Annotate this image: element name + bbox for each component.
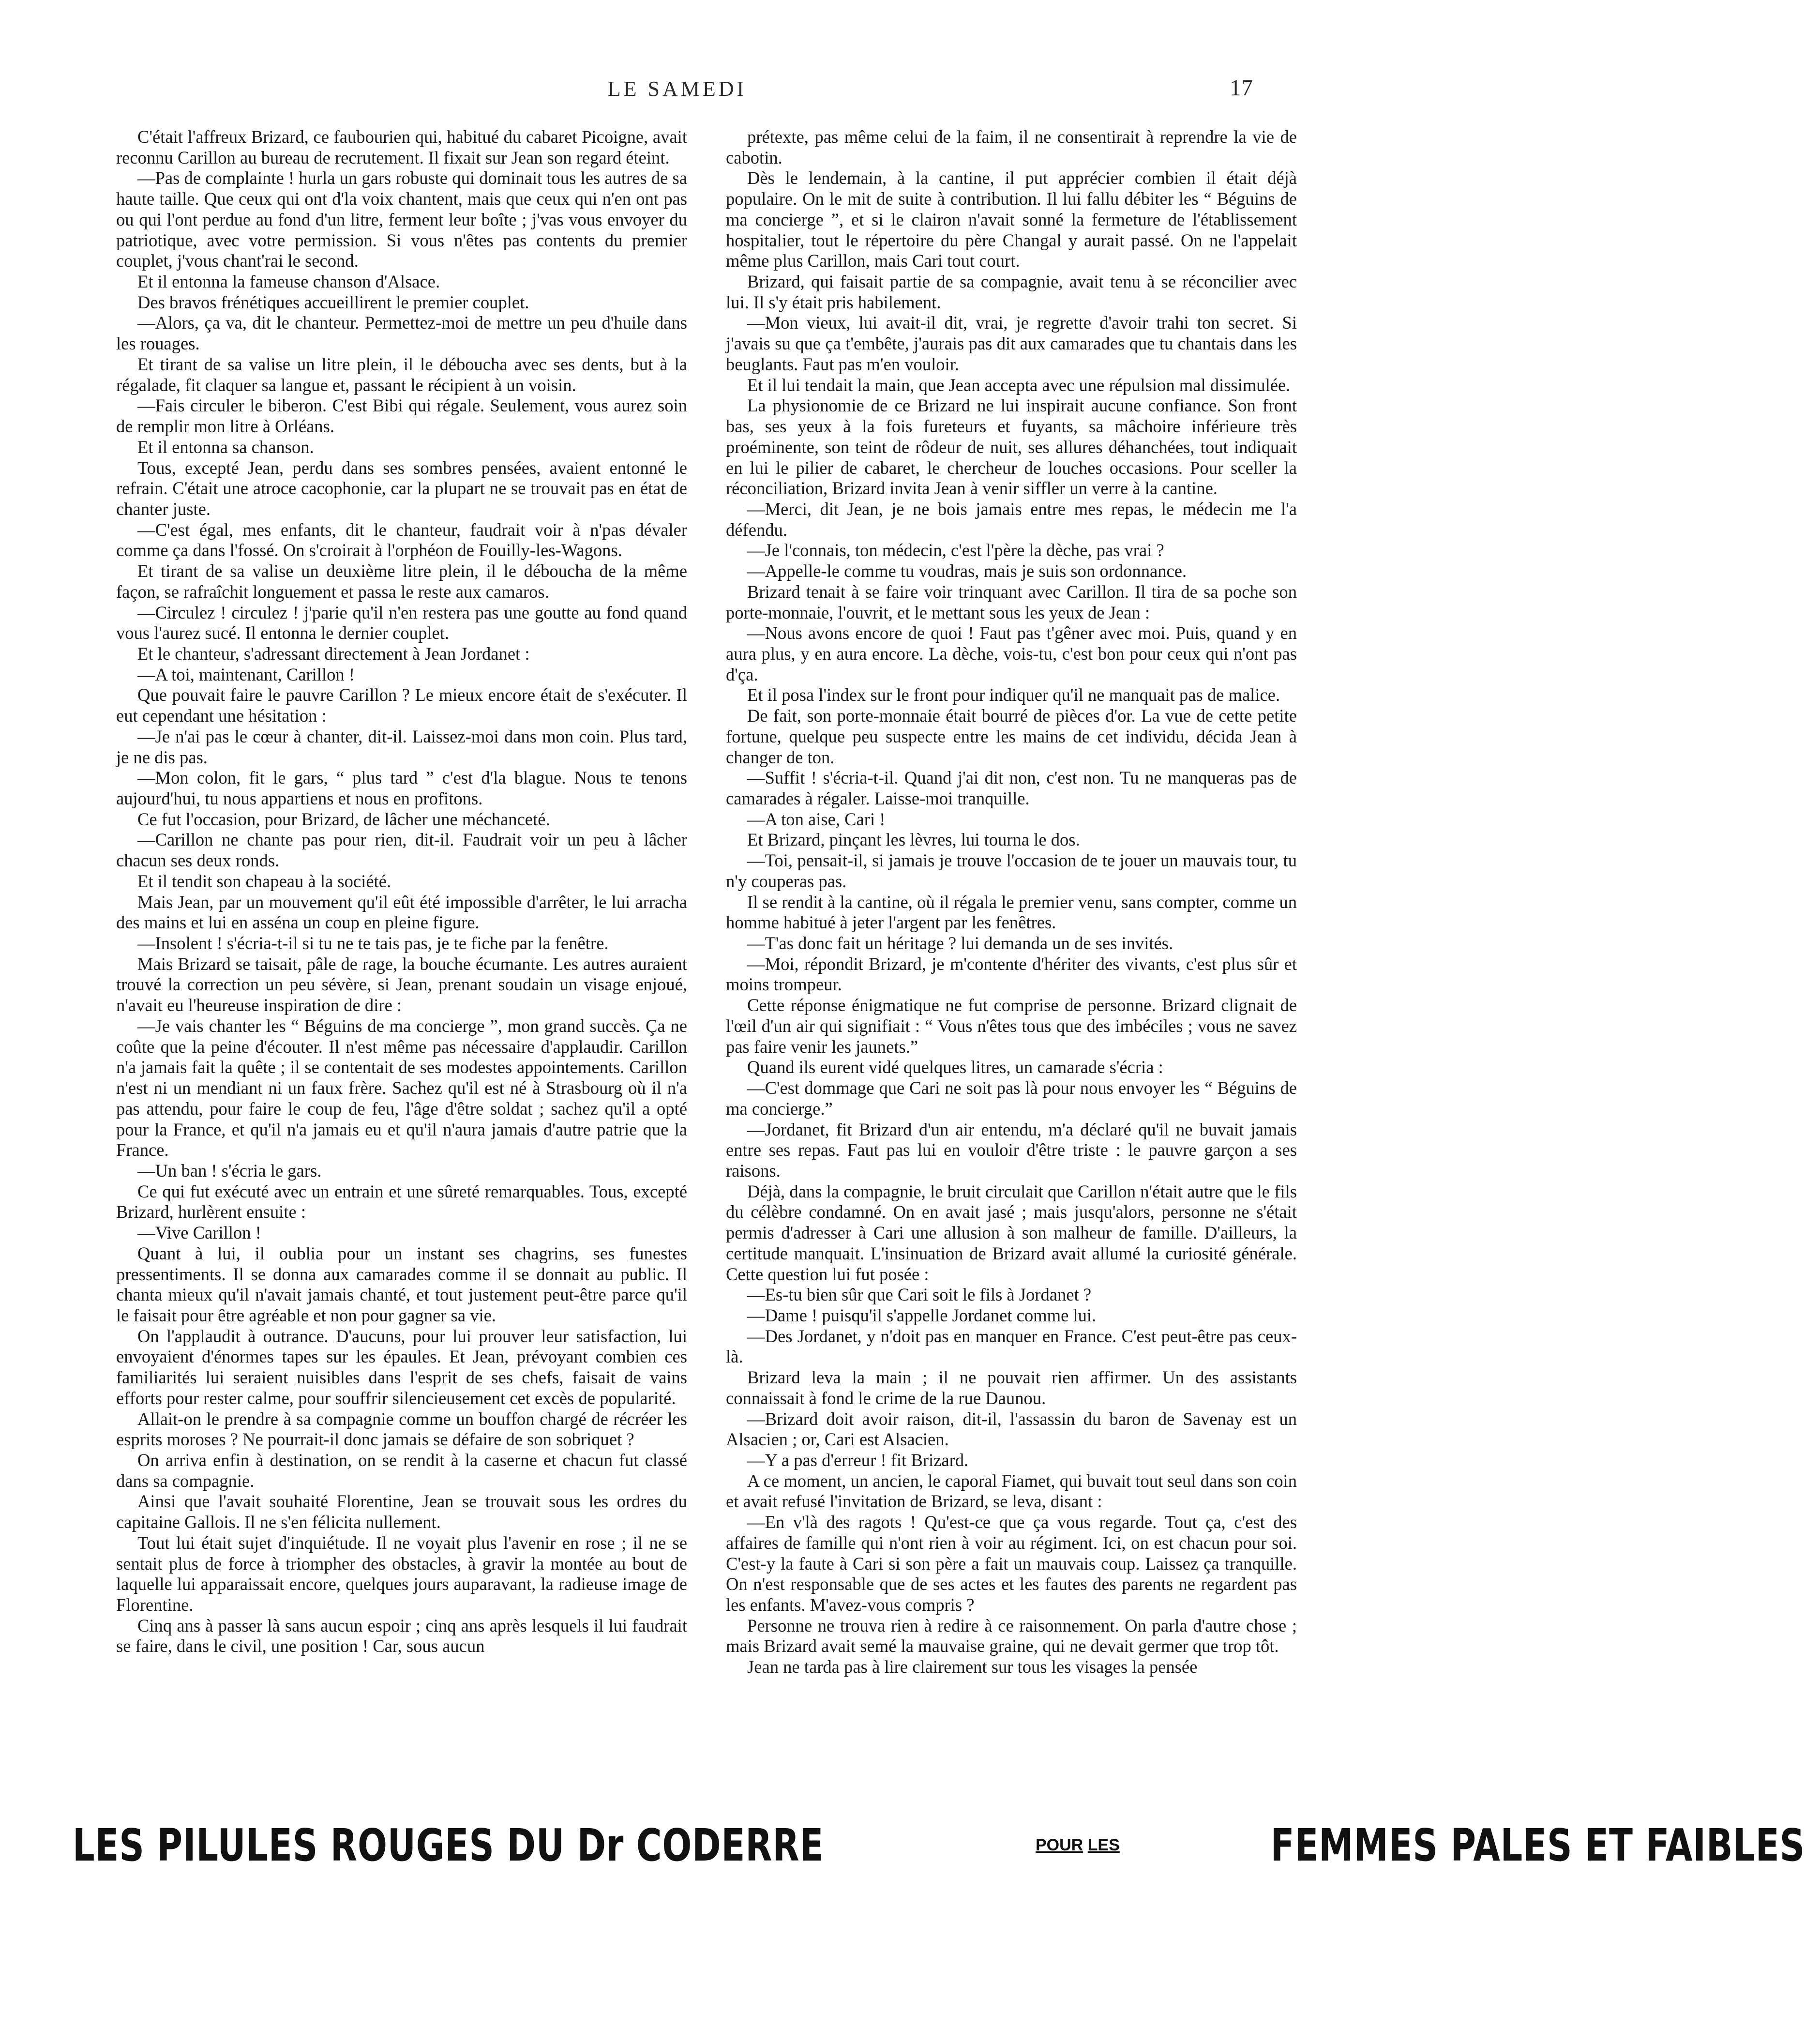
paragraph: prétexte, pas même celui de la faim, il ne consentirait à reprendre la vie de cabotin. [726,127,1297,167]
advertisement-banner [73,1811,1805,1879]
ad-connector-top: POUR [1035,1836,1083,1854]
page-number: 17 [1230,75,1253,101]
paragraph: A ce moment, un ancien, le caporal Fiamet, qui buvait tout seul dans son coin et avait refusé l'invitation de Brizard, se leva, disant : [726,1470,1297,1512]
page-header [102,73,1253,106]
ad-connector-bottom: LES [1087,1836,1120,1854]
paragraph: Quant à lui, il oublia pour un instant ses chagrins, ses funestes pressentiments. Il se donna aux camarades comme il se donnait au public. Il chanta mieux qu'il n'avait jamais chanté, et tout justement peut-être parce qu'il le faisait pour être agréable et non pour gagner sa vie. [116,1243,687,1325]
paragraph: —A toi, maintenant, Carillon ! [137,664,355,684]
paragraph: Déjà, dans la compagnie, le bruit circulait que Carillon n'était autre que le fils du célèbre condamné. On en avait jasé ; mais jusqu'alors, personne ne s'était permis d'adresser à Cari une allusion à son malheur de famille. D'ailleurs, la certitude manquait. L'insinuation de Brizard avait allumé la curiosité générale. Cette question lui fut posée : [726,1181,1297,1284]
paragraph: —Mon colon, fit le gars, “ plus tard ” c'est d'la blague. Nous te tenons aujourd'hui, tu nous appartiens et nous en profitons. [116,768,687,808]
paragraph: Cinq ans à passer là sans aucun espoir ; cinq ans après lesquels il lui faudrait se faire, dans le civil, une position ! Car, sous aucun [116,1615,687,1656]
paragraph: Et il posa l'index sur le front pour indiquer qu'il ne manquait pas de malice. [747,685,1280,705]
ad-target-audience: FEMMES PALES ET FAIBLES [1270,1819,1805,1871]
paragraph: Mais Jean, par un mouvement qu'il eût été impossible d'arrêter, le lui arracha des mains et lui en asséna un coup en pleine figure. [116,892,687,933]
paragraph: Et le chanteur, s'adressant directement à Jean Jordanet : [137,643,530,664]
paragraph: —C'est égal, mes enfants, dit le chanteur, faudrait voir à n'pas dévaler comme ça dans l'fossé. On s'croirait à l'orphéon de Fouilly-les-Wagons. [116,519,687,560]
paragraph: —Es-tu bien sûr que Cari soit le fils à Jordanet ? [747,1285,1092,1305]
paragraph: Brizard leva la main ; il ne pouvait rien affirmer. Un des assistants connaissait à fond le crime de la rue Daunou. [726,1367,1297,1408]
paragraph: —Jordanet, fit Brizard d'un air entendu, m'a déclaré qu'il ne buvait jamais entre ses repas. Faut pas lui en vouloir d'être triste : le pauvre garçon a ses raisons. [726,1119,1297,1181]
paragraph: —Je vais chanter les “ Béguins de ma concierge ”, mon grand succès. Ça ne coûte que la peine d'écouter. Il n'est même pas nécessaire d'applaudir. Carillon n'a jamais fait la quête ; il se contentait de ses modestes appointements. Carillon n'est ni un mendiant ni un faux frère. Sachez qu'il est né à Strasbourg où il n'a pas attendu, pour faire le coup de feu, l'âge d'être soldat ; sachez qu'il a opté pour la France, et qu'il n'a jamais eu et qu'il n'aura jamais d'autre patrie que la France. [116,1015,687,1160]
paragraph: Et il lui tendait la main, que Jean accepta avec une répulsion mal dissimulée. [747,375,1291,395]
paragraph: —Y a pas d'erreur ! fit Brizard. [747,1450,969,1470]
paragraph: Tout lui était sujet d'inquiétude. Il ne voyait plus l'avenir en rose ; il ne se sentait plus de force à triompher des obstacles, à gravir la montée au bout de laquelle lui apparaissait encore, quelques jours auparavant, la radieuse image de Florentine. [116,1532,687,1615]
paragraph: —Merci, dit Jean, je ne bois jamais entre mes repas, le médecin me l'a défendu. [726,499,1297,540]
paragraph: —Dame ! puisqu'il s'appelle Jordanet comme lui. [747,1305,1097,1325]
paragraph: Et tirant de sa valise un deuxième litre plein, il le déboucha de la même façon, se rafraîchit longuement et passa le reste aux camaros. [116,561,687,602]
paragraph: —Je n'ai pas le cœur à chanter, dit-il. Laissez-moi dans mon coin. Plus tard, je ne dis pas. [116,726,687,767]
paragraph: Tous, excepté Jean, perdu dans ses sombres pensées, avaient entonné le refrain. C'était une atroce cacophonie, car la plupart ne se trouvait pas en état de chanter juste. [116,457,687,519]
paragraph: —Alors, ça va, dit le chanteur. Permettez-moi de mettre un peu d'huile dans les rouages. [116,313,687,354]
paragraph: Ainsi que l'avait souhaité Florentine, Jean se trouvait sous les ordres du capitaine Gallois. Il ne s'en félicita nullement. [116,1491,687,1532]
paragraph: —Toi, pensait-il, si jamais je trouve l'occasion de te jouer un mauvais tour, tu n'y couperas pas. [726,850,1297,891]
paragraph: Ce qui fut exécuté avec un entrain et une sûreté remarquables. Tous, excepté Brizard, hurlèrent ensuite : [116,1181,687,1222]
journal-title: LE SAMEDI [607,77,747,101]
paragraph: Et il entonna sa chanson. [137,437,314,457]
paragraph: —En v'là des ragots ! Qu'est-ce que ça vous regarde. Tout ça, c'est des affaires de famille qui n'ont rien à voir au régiment. Ici, on est chacun pour soi. C'est-y la faute à Cari si son père a fait un mauvais coup. Laissez ça tranquille. On n'est responsable que de ses actes et les fautes des parents ne regardent pas les enfants. M'avez-vous compris ? [726,1512,1297,1615]
paragraph: Personne ne trouva rien à redire à ce raisonnement. On parla d'autre chose ; mais Brizard avait semé la mauvaise graine, qui ne devait germer que trop tôt. [726,1615,1297,1656]
paragraph: —C'est dommage que Cari ne soit pas là pour nous envoyer les “ Béguins de ma concierge.” [726,1078,1297,1119]
paragraph: —Vive Carillon ! [137,1223,261,1243]
right-column [726,127,1297,1806]
paragraph: —Appelle-le comme tu voudras, mais je suis son ordonnance. [747,561,1187,581]
paragraph: Dès le lendemain, à la cantine, il put apprécier combien il était déjà populaire. On le mit de suite à contribution. Il lui fallu débiter les “ Béguins de ma concierge ”, et si le clairon n'avait sonné la fermeture de l'établissement hospitalier, tout le répertoire du père Changal y aurait passé. On ne l'appelait même plus Carillon, mais Cari tout court. [726,168,1297,271]
paragraph: —Moi, répondit Brizard, je m'contente d'hériter des vivants, c'est plus sûr et moins trompeur. [726,954,1297,995]
paragraph: Ce fut l'occasion, pour Brizard, de lâcher une méchanceté. [137,809,550,829]
paragraph: Et il tendit son chapeau à la société. [137,871,391,891]
paragraph: Et il entonna la fameuse chanson d'Alsace. [137,272,440,292]
paragraph: —Des Jordanet, y n'doit pas en manquer en France. C'est peut-être pas ceux-là. [726,1326,1297,1367]
paragraph: —Carillon ne chante pas pour rien, dit-il. Faudrait voir un peu à lâcher chacun ses deux ronds. [116,830,687,871]
paragraph: —Suffit ! s'écria-t-il. Quand j'ai dit non, c'est non. Tu ne manqueras pas de camarades à régaler. Laisse-moi tranquille. [726,768,1297,808]
paragraph: Il se rendit à la cantine, où il régala le premier venu, sans compter, comme un homme habitué à jeter l'argent par les fenêtres. [726,892,1297,933]
paragraph: Mais Brizard se taisait, pâle de rage, la bouche écumante. Les autres auraient trouvé la correction un peu sévère, si Jean, prenant soudain un visage enjoué, n'avait eu l'heureuse inspiration de dire : [116,954,687,1015]
paragraph: Et tirant de sa valise un litre plein, il le déboucha avec ses dents, but à la régalade, fit claquer sa langue et, passant le récipient à un voisin. [116,354,687,395]
article-body [116,127,1297,1806]
paragraph: On arriva enfin à destination, on se rendit à la caserne et chacun fut classé dans sa compagnie. [116,1450,687,1491]
paragraph: Brizard, qui faisait partie de sa compagnie, avait tenu à se réconcilier avec lui. Il s'y était pris habilement. [726,272,1297,312]
paragraph: —Je l'connais, ton médecin, c'est l'père la dèche, pas vrai ? [747,540,1164,560]
paragraph: —Circulez ! circulez ! j'parie qu'il n'en restera pas une goutte au fond quand vous l'aurez sucé. Il entonna le dernier couplet. [116,602,687,643]
paragraph: Que pouvait faire le pauvre Carillon ? Le mieux encore était de s'exécuter. Il eut cependant une hésitation : [116,685,687,726]
paragraph: Jean ne tarda pas à lire clairement sur tous les visages la pensée [747,1657,1198,1677]
paragraph: Cette réponse énigmatique ne fut comprise de personne. Brizard clignait de l'œil d'un air qui signifiait : “ Vous n'êtes tous que des imbéciles ; vous ne savez pas faire venir les jaunets.” [726,995,1297,1057]
ad-connector [1036,1835,1120,1855]
paragraph: Et Brizard, pinçant les lèvres, lui tourna le dos. [747,830,1080,850]
left-column [116,127,687,1806]
paragraph: —Fais circuler le biberon. C'est Bibi qui régale. Seulement, vous aurez soin de remplir mon litre à Orléans. [116,395,687,437]
paragraph: C'était l'affreux Brizard, ce faubourien qui, habitué du cabaret Picoigne, avait reconnu Carillon au bureau de recrutement. Il fixait sur Jean son regard éteint. [116,127,687,167]
paragraph: De fait, son porte-monnaie était bourré de pièces d'or. La vue de cette petite fortune, quelque peu suspecte entre les mains de cet individu, décida Jean à changer de ton. [726,706,1297,767]
paragraph: —Un ban ! s'écria le gars. [137,1160,322,1181]
paragraph: Des bravos frénétiques accueillirent le premier couplet. [137,292,529,312]
paragraph: —Mon vieux, lui avait-il dit, vrai, je regrette d'avoir trahi ton secret. Si j'avais su que ça t'embête, j'aurais pas dit aux camarades que tu chantais dans les beuglants. Faut pas m'en vouloir. [726,313,1297,374]
paragraph: —T'as donc fait un héritage ? lui demanda un de ses invités. [747,933,1173,954]
paragraph: La physionomie de ce Brizard ne lui inspirait aucune confiance. Son front bas, ses yeux à la fois fureteurs et fuyants, sa mâchoire inférieure très proéminente, son teint de rôdeur de nuit, ses allures déhanchées, tout indiquait en lui le pilier de cabaret, le chercheur de louches occasions. Pour sceller la réconciliation, Brizard invita Jean à venir siffler un verre à la cantine. [726,395,1297,499]
paragraph: Allait-on le prendre à sa compagnie comme un bouffon chargé de récréer les esprits moroses ? Ne pourrait-il donc jamais se défaire de son sobriquet ? [116,1408,687,1450]
paragraph: —A ton aise, Cari ! [747,809,886,829]
paragraph: —Nous avons encore de quoi ! Faut pas t'gêner avec moi. Puis, quand y en aura plus, y en aura encore. La dèche, vois-tu, c'est bon pour ceux qui n'ont pas d'ça. [726,623,1297,684]
paragraph: Quand ils eurent vidé quelques litres, un camarade s'écria : [747,1057,1163,1077]
paragraph: Brizard tenait à se faire voir trinquant avec Carillon. Il tira de sa poche son porte-monnaie, l'ouvrit, et le mettant sous les yeux de Jean : [726,581,1297,622]
ad-product-name: LES PILULES ROUGES DU Dr CODERRE [73,1819,824,1871]
paragraph: On l'applaudit à outrance. D'aucuns, pour lui prouver leur satisfaction, lui envoyaient d'énormes tapes sur les épaules. Et Jean, prévoyant combien ces familiarités lui seraient nuisibles dans l'esprit de ses chefs, faisait de vains efforts pour rester calme, pour souffrir silencieusement cet excès de popularité. [116,1326,687,1408]
paragraph: —Insolent ! s'écria-t-il si tu ne te tais pas, je te fiche par la fenêtre. [137,933,609,954]
paragraph: —Pas de complainte ! hurla un gars robuste qui dominait tous les autres de sa haute taille. Que ceux qui ont d'la voix chantent, mais que ceux qui n'en ont pas ou qui l'ont perdue au fond d'un litre, ferment leur boîte ; j'vas vous envoyer du patriotique, avec votre permission. Si vous n'êtes pas contents du premier couplet, j'vous chant'rai le second. [116,168,687,271]
paragraph: —Brizard doit avoir raison, dit-il, l'assassin du baron de Savenay est un Alsacien ; or, Cari est Alsacien. [726,1408,1297,1450]
